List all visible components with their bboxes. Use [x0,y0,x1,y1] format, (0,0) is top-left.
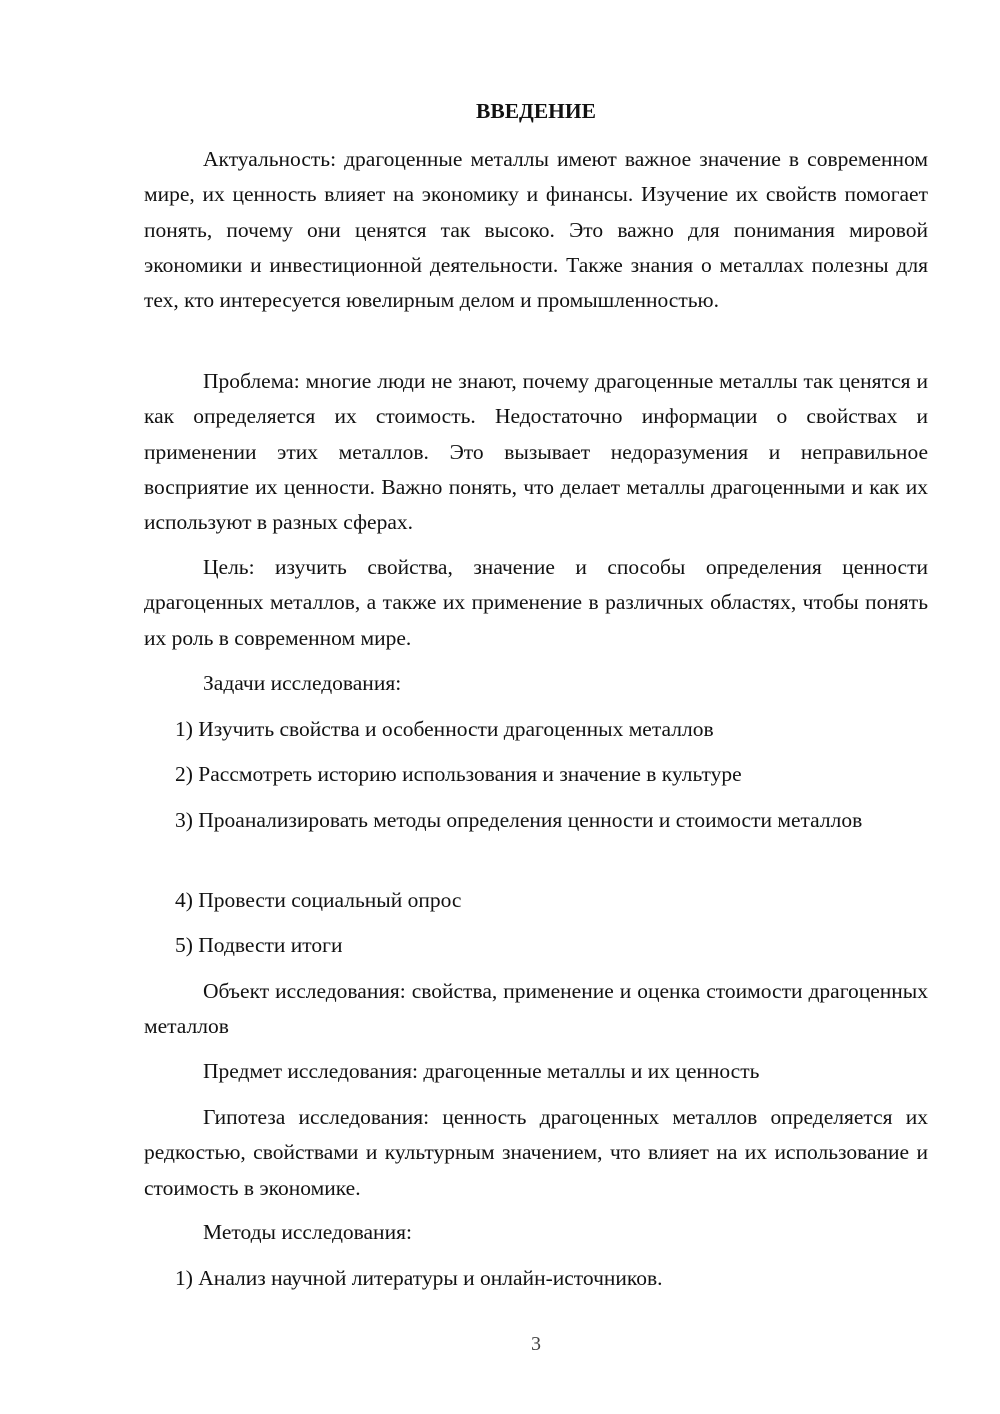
hypothesis-paragraph: Гипотеза исследования: ценность драгоценных металлов определяется их редкостью, свойствами и культурным значением, что влияет на их использование и стоимость в экономике. [144,1105,928,1200]
task-item-4: 4) Провести социальный опрос [175,888,462,912]
task-item-3: 3) Проанализировать методы определения ценности и стоимости металлов [175,808,863,832]
relevance-paragraph: Актуальность: драгоценные металлы имеют важное значение в современном мире, их ценность влияет на экономику и финансы. Изучение их свойств помогает понять, почему они ценятся так высоко. Это важно для понимания мировой экономики и инвестиционной деятельности. Также знания о металлах полезны для тех, кто интересуется ювелирным делом и промышленностью. [144,147,928,313]
task-item-2: 2) Рассмотреть историю использования и значение в культуре [175,762,742,786]
object-paragraph: Объект исследования: свойства, применение и оценка стоимости драгоценных металлов [144,979,928,1039]
task-item-1: 1) Изучить свойства и особенности драгоценных металлов [175,717,714,741]
method-item-1: 1) Анализ научной литературы и онлайн-источников. [175,1266,663,1290]
problem-paragraph: Проблема: многие люди не знают, почему драгоценные металлы так ценятся и как определяется их стоимость. Недостаточно информации о свойствах и применении этих металлов. Это вызывает недоразумения и неправильное восприятие их ценности. Важно понять, что делает металлы драгоценными и как их используют в разных сферах. [144,369,928,535]
goal-paragraph: Цель: изучить свойства, значение и способы определения ценности драгоценных металлов, а также их применение в различных областях, чтобы понять их роль в современном мире. [144,555,928,650]
tasks-heading: Задачи исследования: [203,671,402,695]
subject-paragraph: Предмет исследования: драгоценные металлы и их ценность [203,1059,760,1083]
methods-heading: Методы исследования: [203,1220,412,1244]
task-item-5: 5) Подвести итоги [175,933,343,957]
page-number: 3 [531,1333,541,1355]
page-title: ВВЕДЕНИЕ [476,99,596,123]
